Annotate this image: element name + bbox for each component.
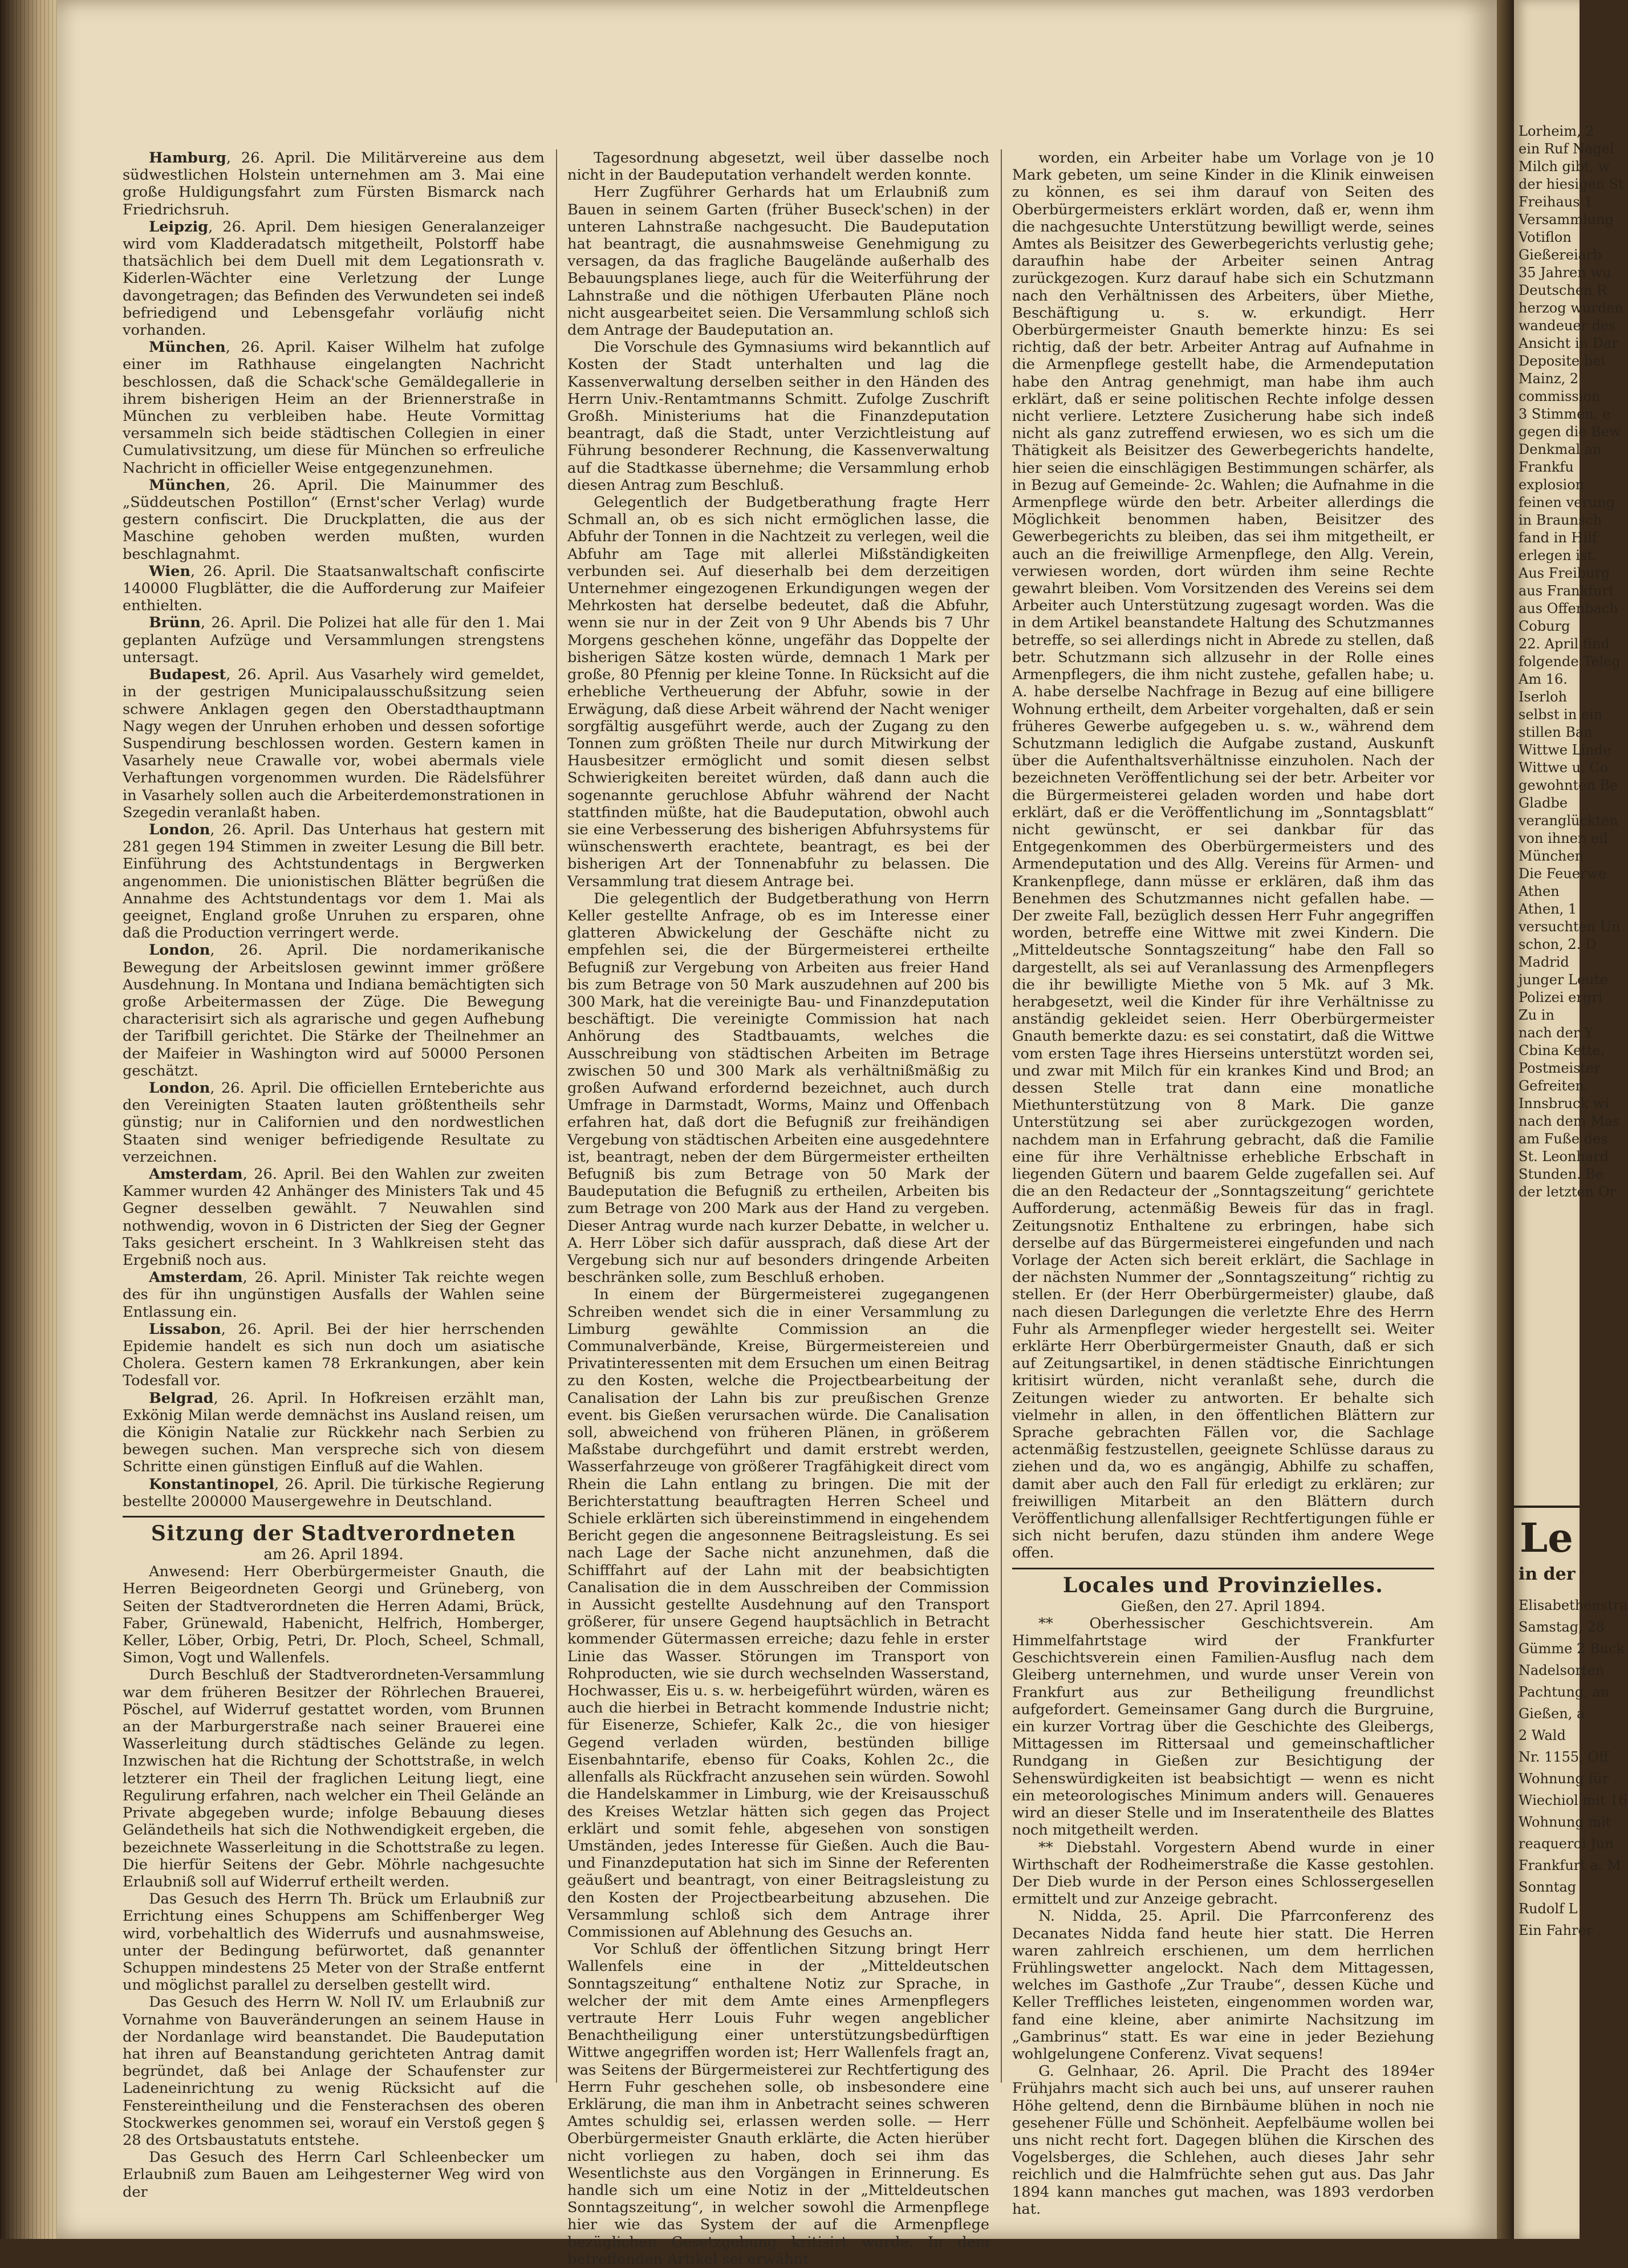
adjacent-text-fragment: Rudolf L (1519, 1901, 1578, 1917)
adjacent-text-fragment: herzog wurden (1519, 300, 1623, 316)
adjacent-text-fragment: Denkmal an (1519, 441, 1602, 457)
section-body (123, 1563, 545, 2201)
adjacent-text-fragment: nach dem Mas (1519, 1113, 1620, 1129)
adjacent-text-fragment: Elisabethenstra (1519, 1597, 1628, 1613)
adjacent-text-fragment: Frankfu (1519, 459, 1574, 475)
adjacent-rule (1514, 1506, 1580, 1508)
paragraph: Durch Beschluß der Stadtverordneten-Versammlung war dem früheren Besitzer der Röhrlechen Brauerei, Pöschel, auf Widerruf gestattet worden, vom Brunnen an der Marburgerstraße nach seiner Brauerei eine Wasserleitung durch städtisches Gelände zu legen. Inzwischen hat die Richtung der Schottstraße, in welch letzterer ein Theil der fraglichen Leitung liegt, eine Regulirung erfahren, nach welcher ein Theil Gelände an Private abgegeben wurde; infolge Bebauung dieses Geländetheils hat sich die Nothwendigkeit ergeben, die bezeichnete Wasserleitung in die Schottstraße zu legen. Die hierfür Seitens der Gebr. Möhrle nachgesuchte Erlaubniß soll auf Widerruf ertheilt werden. (123, 1666, 545, 1890)
news-brief (123, 1166, 545, 1269)
news-place: Brünn (149, 614, 201, 632)
local-news-item: ** Oberhessischer Geschichtsverein. Am Himmelfahrtstage wird der Frankfurter Geschichtsverein einen Familien-Ausflug nach dem Gleiberg unternehmen, und wurde unser Verein von Frankfurt aus zur Betheiligung freundlichst aufgefordert. Gemeinsamer Gang durch die Burgruine, ein kurzer Vortrag über die Geschichte des Gleibergs, Mittagessen im Rittersaal und gemeinschaftlicher Rundgang in Gießen zur Besichtigung der Sehenswürdigkeiten ist beabsichtigt — wenn es nicht ein meteorologisches Minimum anders will. Genaueres wird an dieser Stelle und im Inseratentheile des Blattes noch mitgetheilt werden. (1012, 1614, 1434, 1839)
adjacent-text-fragment: aus Offenbach (1519, 601, 1618, 616)
adjacent-text-fragment: junger Leute (1519, 972, 1608, 988)
adjacent-text-fragment: 35 Jahren wu (1519, 265, 1611, 281)
news-text: , 26. April. Die Staatsanwaltschaft confiscirte 140000 Flugblätter, die die Aufforderung zur Maifeier enthielten. (123, 562, 545, 615)
news-place: Budapest (149, 666, 226, 684)
section-rule-2 (1012, 1568, 1434, 1569)
news-place: Amsterdam (149, 1269, 243, 1287)
adjacent-text-fragment: Iserloh (1519, 689, 1568, 705)
adjacent-text-fragment: Stunden. Be (1519, 1166, 1604, 1182)
adjacent-text-fragment: erlegen ist. (1519, 547, 1597, 563)
news-text: , 26. April. Das Unterhaus hat gestern mit 281 gegen 194 Stimmen in zweiter Lesung die Bill betr. Einführung des Achtstundentags in Bergwerken angenommen. Die unionistischen Blätter begrüßen die Annahme des Achtstundentags vor dem 1. Mai als geeignet, England große Unruhen zu ersparen, ohne daß die Production verringert werde. (123, 821, 545, 942)
adjacent-text-fragment: selbst in ein (1519, 707, 1603, 723)
adjacent-text-fragment: Frankfurt a. M (1519, 1857, 1621, 1873)
adjacent-text-fragment: Pachtung, an (1519, 1684, 1610, 1700)
news-place: Belgrad (149, 1389, 214, 1407)
news-place: Hamburg (149, 149, 226, 167)
adjacent-text-fragment: Versammlung (1519, 212, 1614, 228)
section-title-locales: Locales und Provinzielles. (1062, 1573, 1384, 1597)
news-place: London (149, 1079, 210, 1097)
adjacent-text-fragment: Innsbruck wi (1519, 1096, 1609, 1111)
adjacent-text-fragment: gewohnten Be (1519, 777, 1618, 793)
news-briefs (123, 149, 545, 1510)
paragraph: Die Vorschule des Gymnasiums wird bekanntlich auf Kosten der Stadt unterhalten und lag die Kassenverwaltung derselben seither in den Händen des Herrn Univ.-Rentamtmanns Schmitt. Zufolge Zuschrift Großh. Ministeriums hat die Finanzdeputation beantragt, daß die Stadt, unter Verzichtleistung auf Führung besonderer Rechnung, die Kassenverwaltung auf die Stadtkasse übernehme; die Versammlung erhob diesen Antrag zum Beschluß. (567, 339, 989, 494)
column-divider-2 (1001, 149, 1002, 2083)
news-brief (123, 942, 545, 1080)
paragraph: worden, ein Arbeiter habe um Vorlage von je 10 Mark gebeten, um seine Kinder in die Klinik einweisen zu können, es sei ihm darauf von Seiten des Oberbürgermeisters erklärt worden, daß er, wenn ihm die nachgesuchte Unterstützung bewilligt werde, seines Amtes als Beisitzer des Gewerbegerichts verlustig gehe; daraufhin habe der Arbeiter seinen Antrag zurückgezogen. Kurz darauf habe sich ein Schutzmann nach den Verhältnissen des Arbeiters, über Miethe, Beschäftigung u. s. w. erkundigt. Herr Oberbürgermeister Gnauth bemerkte hinzu: Es sei richtig, daß der betr. Arbeiter Antrag auf Aufnahme in die Armenpflege gestellt habe, die Armendeputation habe den Antrag genehmigt, man habe ihm auch erklärt, daß er seine politischen Rechte infolge dessen nicht verliere. Letztere Zusicherung habe sich indeß nicht als ganz zutreffend erwiesen, wo es sich um die Thätigkeit als Beisitzer des Gewerbegerichts handelte, hier seien die einschlägigen Bestimmungen schärfer, als in Bezug auf Gemeinde- 2c. Wahlen; die Aufnahme in die Armenpflege würde den betr. Arbeiter allerdings die Möglichkeit benommen haben, Beisitzer des Gewerbegerichts zu bleiben, das sei ihm mitgetheilt, er auch an die freiwillige Armenpflege, den Allg. Verein, verwiesen worden, dort würden ihm seine Rechte gewahrt bleiben. Vom Vorsitzenden des Vereins sei dem Arbeiter auch Unterstützung zugesagt worden. Was die in dem Artikel beanstandete Haltung des Schutzmannes betreffe, so sei allerdings nicht in Abrede zu stellen, daß betr. Schutzmann sich allzusehr in der Rolle eines Armenpflegers, die ihm nicht zustehe, gefallen habe; u. A. habe derselbe Nachfrage in Bezug auf eine billigere Wohnung ertheilt, dem Arbeiter vorgehalten, daß er sein früheres Gewerbe aufgegeben u. s. w., während dem Schutzmann lediglich die Aufgabe zustand, Auskunft über die Aufenthaltsverhältnisse einzuholen. Nach der bezeichneten Veröffentlichung sei der betr. Arbeiter vor die Bürgermeisterei geladen worden und habe dort erklärt, daß er die Veröffentlichung im „Sonntagsblatt“ nicht gewünscht, er sei dankbar für das Entgegenkommen des Oberbürgermeisters und des Armendeputation und des Allg. Vereins für Armen- und Krankenpflege, dann müsse er erklären, daß ihm das Benehmen des Schutzmannes nicht gefallen habe. — Der zweite Fall, bezüglich dessen Herr Fuhr angegriffen worden, betreffe eine Wittwe mit zwei Kindern. Die „Mitteldeutsche Sonntagszeitung“ habe den Fall so dargestellt, als sei auf Veranlassung des Armenpflegers die ihr bewilligte Miethe von 5 Mk. auf 3 Mk. herabgesetzt, weil die Kinder für ihre Verhältnisse zu anständig gekleidet seien. Herr Oberbürgermeister Gnauth bemerkte dazu: es sei constatirt, daß die Wittwe vom ersten Tage ihres Hierseins unterstützt worden sei, und zwar mit Milch für ein krankes Kind und Brod; an dessen Stelle trat dann eine monatliche Miethunterstützung von 8 Mark. Die ganze Unterstützung sei aber zurückgezogen worden, nachdem man in Erfahrung gebracht, daß die Familie eine für ihre Verhältnisse erhebliche Erbschaft in liegenden Gütern und baarem Gelde zugefallen sei. Auf die an den Redacteur der „Sonntagszeitung“ gerichtete Aufforderung, actenmäßig Beweis für das in fragl. Zeitungsnotiz Enthaltene zu erbringen, habe sich derselbe auf das Bürgermeisterei eingefunden und nach Vorlage der Acten sich bereit erklärt, die Sachlage in der nächsten Nummer der „Sonntagszeitung“ richtig zu stellen. Er (der Herr Oberbürgermeister) glaube, daß nach diesen Darlegungen die verletzte Ehre des Herrn Fuhr als Armenpfleger wieder hergestellt sei. Weiter erklärte Herr Oberbürgermeister Gnauth, daß er sich auf Zeitungsartikel, in denen städtische Einrichtungen kritisirt würden, nicht veranlaßt sehe, durch die Zeitungen wieder zu antworten. Er behalte sich vielmehr in allen, in den öffentlichen Blättern zur Sprache gebrachten Fällen vor, die Sachlage actenmäßig festzustellen, geeignete Schlüsse daraus zu ziehen und da, wo es angängig, Abhilfe zu schaffen, damit aber auch den Fall für erledigt zu erklären; zur freiwilligen Mitarbeit an den Blättern durch Veröffentlichung allenfallsiger Rechtfertigungen fühle er sich nicht berufen, dazu stünden ihm andere Wege offen. (1012, 149, 1434, 1562)
section-title-stadtverordneten: Sitzung der Stadtverordneten (151, 1522, 517, 1546)
paragraph: Das Gesuch des Herrn Th. Brück um Erlaubniß zur Errichtung eines Schuppens am Schiffenberger Weg wird, vorbehaltlich des Widerrufs und ausnahmsweise, unter der Bedingung befürwortet, daß genannter Schuppen mindestens 25 Meter von der Straße entfernt und möglichst parallel zu derselben gestellt wird. (123, 1890, 545, 1994)
news-brief (123, 1476, 545, 1510)
dateline: Gießen, den 27. April 1894. (1120, 1597, 1326, 1615)
adjacent-text-fragment: fand in Hilf (1519, 530, 1597, 546)
adjacent-text-fragment: nach der Y (1519, 1025, 1593, 1041)
adjacent-subheadline: in der (1519, 1564, 1576, 1584)
local-news-item: N. Nidda, 25. April. Die Pfarrconferenz des Decanates Nidda fand heute hier statt. Die Herren waren zahlreich erschienen, um dem herrlichen Frühlingswetter angelockt. Nach dem Mittagessen, welches im Gasthofe „Zur Traube“, dessen Küche und Keller Treffliches leisteten, eingenommen worden war, fand eine kleine, aber animirte Nachsitzung im „Gambrinus“ statt. Es war eine in jeder Beziehung wohlgelungene Conferenz. Vivat sequens! (1012, 1908, 1434, 2063)
news-brief (123, 1321, 545, 1390)
adjacent-text-fragment: schon, 2. D (1519, 936, 1597, 952)
adjacent-text-fragment: Cbina Kette, (1519, 1042, 1605, 1058)
news-brief (123, 339, 545, 477)
adjacent-text-fragment: Wittwe u. Co (1519, 760, 1609, 776)
adjacent-text-fragment: Aus Freiburg (1519, 565, 1610, 581)
adjacent-text-fragment: Nr. 1155, Off (1519, 1749, 1609, 1765)
adjacent-text-fragment: Lorheim, 2 (1519, 123, 1594, 139)
adjacent-text-fragment: Athen, 1 (1519, 901, 1577, 917)
adjacent-text-fragment: Votiflon (1519, 229, 1572, 245)
news-brief (123, 563, 545, 615)
column-divider-1 (556, 149, 557, 2083)
adjacent-text-fragment: Deposite bei (1519, 353, 1605, 369)
adjacent-text-fragment: feinen verung (1519, 494, 1615, 510)
adjacent-text-fragment: Gießereiarb (1519, 247, 1602, 263)
adjacent-page-fragment (1514, 0, 1628, 2239)
adjacent-text-fragment: Athen (1519, 883, 1560, 899)
news-place: London (149, 821, 210, 838)
news-place: Lissabon (149, 1320, 221, 1338)
paragraph: Vor Schluß der öffentlichen Sitzung bringt Herr Wallenfels eine in der „Mitteldeutschen Sonntagszeitung“ enthaltene Notiz zur Sprache, in welcher der mit dem Amte eines Armenpflegers vertraute Herr Louis Fuhr wegen angeblicher Benachtheiligung einer unterstützungsbedürftigen Wittwe angegriffen worden ist; Herr Wallenfels fragt an, was Seitens der Bürgermeisterei zur Rechtfertigung des Herrn Fuhr geschehen solle, ob insbesondere eine Erklärung, die man ihm in Anbetracht seines schweren Amtes schuldig sei, erlassen werden solle. — Herr Oberbürgermeister Gnauth erklärte, die Acten hierüber nicht vorliegen zu haben, doch sei ihm das Wesentlichste aus den Vorgängen in Erinnerung. Es handle sich um eine Notiz in der „Mitteldeutschen Sonntagszeitung“, in welcher sowohl die Armenpflege hier wie das System der auf die Armenpflege bezüglichen Gesetzgebung kritisirt wurde. In dem betreffenden Artikel sei erwähnt (567, 1941, 989, 2268)
adjacent-text-fragment: Milch gibt, w (1519, 159, 1610, 175)
column-3 (1012, 149, 1434, 2218)
news-place: London (149, 942, 210, 959)
news-text: , 26. April. Aus Vasarhely wird gemeldet, in der gestrigen Municipalausschußsitzung seien schwere Anklagen gegen den Oberstadthauptmann Nagy wegen der Unruhen erhoben und dessen sofortige Suspendirung beschlossen worden. Gestern kamen in Vasarhely neue Crawalle vor, wobei abermals viele Verhaftungen vorgenommen wurden. Die Rädelsführer in Vasarhely sollen auch die Arbeiterdemonstrationen in Szegedin veranlaßt haben. (123, 666, 545, 821)
adjacent-text-fragment: Zu in (1519, 1007, 1554, 1023)
adjacent-text-fragment: versuchten Un (1519, 919, 1621, 935)
news-place: München (149, 339, 226, 356)
local-news (1012, 1615, 1434, 2218)
adjacent-text-fragment: Gümme 2 Buck (1519, 1641, 1625, 1657)
adjacent-text-fragment: explosion (1519, 477, 1585, 493)
adjacent-text-fragment: Gefreiten. (1519, 1078, 1589, 1094)
adjacent-text-fragment: Am 16. (1519, 671, 1568, 687)
news-text: , 26. April. Die türkische Regierung bestellte 200000 Mausergewehre in Deutschland. (123, 1475, 545, 1510)
adjacent-text-fragment: Wittwe Linde (1519, 742, 1611, 758)
news-text: , 26. April. Minister Tak reichte wegen des für ihn ungünstigen Ausfalls der Wahlen seine Entlassung ein. (123, 1269, 545, 1321)
adjacent-text-fragment: Gladbe (1519, 795, 1568, 811)
paragraph: Tagesordnung abgesetzt, weil über dasselbe noch nicht in der Baudeputation verhandelt werden konnte. (567, 149, 989, 184)
adjacent-text-fragment: stillen Ban (1519, 724, 1593, 740)
adjacent-text-fragment: Wiechiol mit 16 (1519, 1792, 1627, 1808)
adjacent-text-fragment: ein Ruf Nagel (1519, 141, 1614, 157)
news-brief (123, 1269, 545, 1321)
adjacent-text-fragment: Samstag, 28 (1519, 1619, 1605, 1635)
adjacent-text-fragment: Freihaus 1 (1519, 194, 1593, 210)
paragraph: Anwesend: Herr Oberbürgermeister Gnauth, die Herren Beigeordneten Georgi und Grüneberg, von Seiten der Stadtverordneten die Herren Adami, Brück, Faber, Grünewald, Habenicht, Helfrich, Homberger, Keller, Löber, Orbig, Petri, Dr. Ploch, Scheel, Schmall, Simon, Vogt und Wallenfels. (123, 1563, 545, 1667)
news-text: , 26. April. Die Mainummer des „Süddeutschen Postillon“ (Ernst'scher Verlag) wurde gestern confiscirt. Die Druckplatten, die aus der Maschine gehoben werden mußten, wurden beschlagnahmt. (123, 476, 545, 563)
news-text: , 26. April. Dem hiesigen Generalanzeiger wird vom Kladderadatsch mitgetheilt, Polstorff habe thatsächlich bei dem Duell mit dem Legationsrath v. Kiderlen-Wächter eine Verletzung der Lunge davongetragen; das Befinden des Verwundeten sei indeß befriedigend und Lebensgefahr vorläufig nicht vorhanden. (123, 218, 545, 339)
paragraph: Das Gesuch des Herrn W. Noll IV. um Erlaubniß zur Vornahme von Bauveränderungen an seinem Hause in der Nordanlage wird beanstandet. Die Baudeputation hat ihren auf Beanstandung gerichteten Antrag damit begründet, daß bei Anlage der Schaufenster zur Ladeneinrichtung zu wenig Rücksicht auf die Fenstereintheilung und die Fensterachsen des oberen Stockwerkes genommen sei, worauf ein Verstoß gegen § 28 des Ortsbaustatuts entstehe. (123, 1994, 545, 2149)
adjacent-text-fragment: Postmeister (1519, 1060, 1601, 1076)
column-2 (567, 149, 989, 2268)
adjacent-text-fragment: 22. April find (1519, 636, 1610, 652)
adjacent-text-fragment: der hiesigen St (1519, 176, 1624, 192)
adjacent-text-fragment: aus Frankfurt (1519, 583, 1614, 599)
adjacent-text-fragment: wandeuer des (1519, 318, 1616, 334)
news-brief (123, 218, 545, 339)
news-brief (123, 1080, 545, 1166)
paragraph: Die gelegentlich der Budgetberathung von Herrn Keller gestellte Anfrage, ob es im Interesse einer glatteren Abwickelung der Geschäfte nicht zu empfehlen sei, die der Bürgermeisterei ertheilte Befugniß zur Vergebung von Arbeiten aus freier Hand bis zum Betrage von 50 Mark auszudehnen auf 200 bis 300 Mark, hat die vereinigte Bau- und Finanzdeputation beschäftigt. Die vereinigte Commission hat nach Anhörung des Stadtbauamts, welches die Ausschreibung von städtischen Arbeiten im Betrage zwischen 50 und 300 Mark als verhältnißmäßig zu großen Aufwand erfordernd bezeichnet, auch durch Umfrage in Darmstadt, Worms, Mainz und Offenbach erfahren hat, daß dort die Befugniß zur freihändigen Vergebung von städtischen Arbeiten eine ausgedehntere ist, beantragt, neben der dem Bürgermeister ertheilten Befugniß bis zum Betrage von 50 Mark der Baudeputation die Befugniß zu ertheilen, Arbeiten bis zum Betrage von 200 Mark aus der Hand zu vergeben. Dieser Antrag wurde nach kurzer Debatte, in welcher u. A. Herr Löber sich dafür aussprach, daß diese Art der Vergebung sich nur auf besonders dringende Arbeiten beschränken solle, zum Beschluß erhoben. (567, 890, 989, 1287)
news-brief (123, 614, 545, 666)
adjacent-headline: Le (1520, 1514, 1573, 1561)
adjacent-text-fragment: München (1519, 848, 1584, 864)
adjacent-text-fragment: Wohnung mit (1519, 1814, 1611, 1830)
news-brief (123, 821, 545, 942)
local-news-item: ** Diebstahl. Vorgestern Abend wurde in einer Wirthschaft der Rodheimerstraße die Kasse gestohlen. Der Dieb wurde in der Person eines Schlossergesellen ermittelt und zur Anzeige gebracht. (1012, 1839, 1434, 1908)
adjacent-text-fragment: Sonntag (1519, 1879, 1577, 1895)
news-place: Leipzig (149, 218, 209, 236)
news-text: , 26. April. Die officiellen Ernteberichte aus den Vereinigten Staaten lauten größtentheils sehr günstig; nur in Californien und den nordwestlichen Staaten sind weniger befriedigende Resultate zu verzeichnen. (123, 1079, 545, 1166)
adjacent-text-fragment: Wohnung für (1519, 1771, 1609, 1787)
adjacent-text-fragment: Deutschen R (1519, 282, 1607, 298)
adjacent-text-fragment: St. Leonhard (1519, 1149, 1609, 1165)
news-text: , 26. April. Kaiser Wilhelm hat zufolge einer im Rathhause eingelangten Nachricht beschlossen, daß die Schack'sche Gemäldegallerie in ihrem bisherigen Heim an der Briennerstraße in München zu verbleiben habe. Heute Vormittag versammeln sich beide städtischen Collegien in einer Cumulativsitzung, um diese für München so erfreuliche Nachricht in officieller Weise entgegenzunehmen. (123, 339, 545, 477)
adjacent-text-fragment: Mainz, 2 (1519, 371, 1579, 387)
adjacent-text-fragment: Ansicht in Dar (1519, 335, 1618, 351)
news-brief (123, 1390, 545, 1476)
news-text: , 26. April. Die Militärvereine aus dem südwestlichen Holstein unternehmen am 3. Mai eine große Huldigungsfahrt zum Fürsten Bismarck nach Friedrichsruh. (123, 149, 545, 218)
adjacent-text-fragment: in Braunsch (1519, 512, 1602, 528)
news-text: , 26. April. Bei der hier herrschenden Epidemie handelt es sich nun doch um asiatische Cholera. Gestern kamen 78 Erkrankungen, aber kein Todesfall vor. (123, 1320, 545, 1390)
section-date: am 26. April 1894. (263, 1546, 404, 1564)
adjacent-text-fragment: 2 Wald (1519, 1727, 1566, 1743)
column-2-body (567, 149, 989, 2268)
adjacent-text-fragment: veranglückten (1519, 813, 1618, 829)
news-place: Wien (149, 562, 190, 580)
adjacent-text-fragment: der letzten Or (1519, 1184, 1616, 1200)
section-rule (123, 1516, 545, 1518)
adjacent-text-fragment: reaqueroi Jun (1519, 1836, 1614, 1852)
adjacent-text-fragment: Ein Fahrer (1519, 1922, 1593, 1938)
paragraph: Gelegentlich der Budgetberathung fragte Herr Schmall an, ob es sich nicht ermöglichen lasse, die Abfuhr der Tonnen in die Nachtzeit zu verlegen, weil die Abfuhr am Tage mit allerlei Mißständigkeiten verbunden sei. Auf dieserhalb bei dem derzeitigen Unternehmer eingezogenen Erkundigungen wegen der Mehrkosten hat derselbe bedeutet, daß die Abfuhr, wenn sie nur in der Zeit von 9 Uhr Abends bis 7 Uhr Morgens geschehen könne, ungefähr das Doppelte der bisherigen Sätze kosten würde, demnach 1 Mark per große, 80 Pfennig per kleine Tonne. In Rücksicht auf die erhebliche Vertheuerung der Abfuhr, sowie in der Erwägung, daß diese Arbeit während der Nacht weniger sorgfältig ausgeführt werde, auch der Zugang zu den Tonnen zum größten Theile nur durch Mitwirkung der Hausbesitzer ermöglicht und somit diesen selbst Schwierigkeiten bereitet würden, daß dann auch die sogenannte geruchlose Abfuhr während der Nacht stattfinden müßte, hat die Baudeputation, obwohl auch sie eine Verbesserung des bisherigen Abfuhrsystems für wünschenswerth erachtete, beantragt, es bei der bisherigen Art der Tonnenabfuhr zu belassen. Die Versammlung trat diesem Antrage bei. (567, 494, 989, 890)
news-text: , 26. April. Die Polizei hat alle für den 1. Mai geplanten Aufzüge und Versammlungen strengstens untersagt. (123, 614, 545, 666)
news-text: , 26. April. Die nordamerikanische Bewegung der Arbeitslosen gewinnt immer größere Ausdehnung. In Montana und Indiana bemächtigten sich große Arbeitermassen der Züge. Die Bewegung characterisirt sich als agrarische und gegen Aufhebung der Tarifbill gerichtet. Die Stärke der Theilnehmer an der Maifeier in Washington wird auf 50000 Personen geschätzt. (123, 942, 545, 1080)
paragraph: Herr Zugführer Gerhards hat um Erlaubniß zum Bauen in seinem Garten (früher Buseck'schen) in der unteren Lahnstraße nachgesucht. Die Baudeputation hat beantragt, die ausnahmsweise Genehmigung zu versagen, da das fragliche Baugelände außerhalb des Bebauungsplanes liege, auch für die Weiterführung der Lahnstraße und die nöthigen Uferbauten Pläne noch nicht ausgearbeitet seien. Die Versammlung schloß sich dem Antrage der Baudeputation an. (567, 184, 989, 339)
adjacent-text-fragment: Die Feuerwe (1519, 866, 1607, 882)
adjacent-text-fragment: gegen die Bew (1519, 424, 1621, 440)
news-text: , 26. April. Bei den Wahlen zur zweiten Kammer wurden 42 Anhänger des Ministers Tak und 45 Gegner desselben gewählt. 7 Neuwahlen sind nothwendig, wovon in 6 Districten der Sieg der Gegner Taks gesichert erscheint. In 3 Wahlkreisen steht das Ergebniß noch aus. (123, 1165, 545, 1269)
adjacent-text-fragment: Polizei ergri (1519, 989, 1603, 1005)
news-brief (123, 477, 545, 563)
adjacent-text-fragment: Madrid (1519, 954, 1569, 970)
news-brief (123, 149, 545, 218)
news-place: Amsterdam (149, 1165, 243, 1183)
adjacent-text-fragment: Gießen, a (1519, 1706, 1585, 1722)
news-text: , 26. April. In Hofkreisen erzählt man, Exkönig Milan werde demnächst ins Ausland reisen, um die Königin Natalie zur Rückkehr nach Serbien zu bewegen suchen. Man verspreche sich von diesem Schritte einen günstigen Einfluß auf die Wahlen. (123, 1389, 545, 1476)
adjacent-text-fragment: commission (1519, 388, 1601, 404)
news-place: München (149, 476, 226, 494)
adjacent-text-fragment: Coburg (1519, 618, 1570, 634)
news-place: Konstantinopel (149, 1475, 274, 1493)
paragraph: Das Gesuch des Herrn Carl Schleenbecker um Erlaubniß zum Bauen am Leihgesterner Weg wird von der (123, 2149, 545, 2201)
column-1 (123, 149, 545, 2201)
adjacent-text-fragment: 3 Stimmen, e (1519, 406, 1611, 422)
book-gutter (1497, 0, 1514, 2239)
adjacent-text-fragment: am Fuße des (1519, 1131, 1608, 1147)
local-news-item: G. Gelnhaar, 26. April. Die Pracht des 1894er Frühjahrs macht sich auch bei uns, auf unserer rauhen Höhe geltend, denn die Birnbäume blühen in noch nie gesehener Fülle und Schönheit. Aepfelbäume wollen bei uns nicht recht fort. Dagegen blühen die Kirschen des Vogelsberges, die Schlehen, auch dieses Jahr sehr reichlich und die Halmfrüchte sehen gut aus. Das Jahr 1894 kann manches gut machen, was 1893 verdorben hat. (1012, 2063, 1434, 2218)
book-edge-left (0, 0, 57, 2239)
adjacent-text-fragment: Nadelsorten (1519, 1662, 1605, 1678)
adjacent-text-fragment: folgende Teleg (1519, 654, 1621, 670)
adjacent-text-fragment: von ihnen eil (1519, 830, 1608, 846)
news-brief (123, 666, 545, 821)
column-3-body (1012, 149, 1434, 1562)
paragraph: In einem der Bürgermeisterei zugegangenen Schreiben wendet sich die in einer Versammlung zu Limburg gewählte Commission an die Communalverbände, Kreise, Bürgermeistereien und Privatinteressenten mit dem Ersuchen um einen Beitrag zu den Kosten, welche die Projectbearbeitung der Canalisation der Lahn bis zur preußischen Grenze event. bis Gießen verursachen würde. Die Canalisation soll, abweichend von früheren Plänen, in größerem Maßstabe durchgeführt und damit erstrebt werden, Wasserfahrzeuge von größerer Tragfähigkeit direct vom Rhein die Lahn entlang zu bringen. Die mit der Berichterstattung beauftragten Herren Scheel und Schiele erklärten sich übereinstimmend in eingehendem Bericht gegen die angesonnene Beitragsleistung. Es sei nach Lage der Sache nicht anzunehmen, daß die Schifffahrt auf der Lahn mit der beabsichtigten Canalisation die in dem Ausschreiben der Commission in Aussicht gestellte Ausdehnung auf den Transport größerer, für unsere Gegend hauptsächlich in Betracht kommender Gütermassen erreiche; dazu fehle in erster Linie das Wasser. Störungen im Transport von Rohproducten, wie sie durch wechselnden Wasserstand, Hochwasser, Eis u. s. w. herbeigeführt würden, wären es auch die hierbei in Betracht kommende Industrie nicht; für Eisenerze, Schiefer, Kalk 2c., die von hiesiger Gegend verladen würden, bestünden billige Eisenbahntarife, ebenso für Coaks, Kohlen 2c., die allenfalls als Rückfracht anzusehen sein würden. Sowohl die Handelskammer in Limburg, wie der Kreisausschuß des Kreises Wetzlar hätten sich gegen das Project erklärt und somit fehle, abgesehen von sonstigen Umständen, jedes Interesse für Gießen. Auch die Bau- und Finanzdeputation hat sich im Sinne der Referenten geäußert und beantragt, von einer Beitragsleistung zu den Kosten der Projectbearbeitung abzusehen. Die Versammlung schloß sich dem Antrage ihrer Commissionen auf Ablehnung des Gesuchs an. (567, 1286, 989, 1941)
